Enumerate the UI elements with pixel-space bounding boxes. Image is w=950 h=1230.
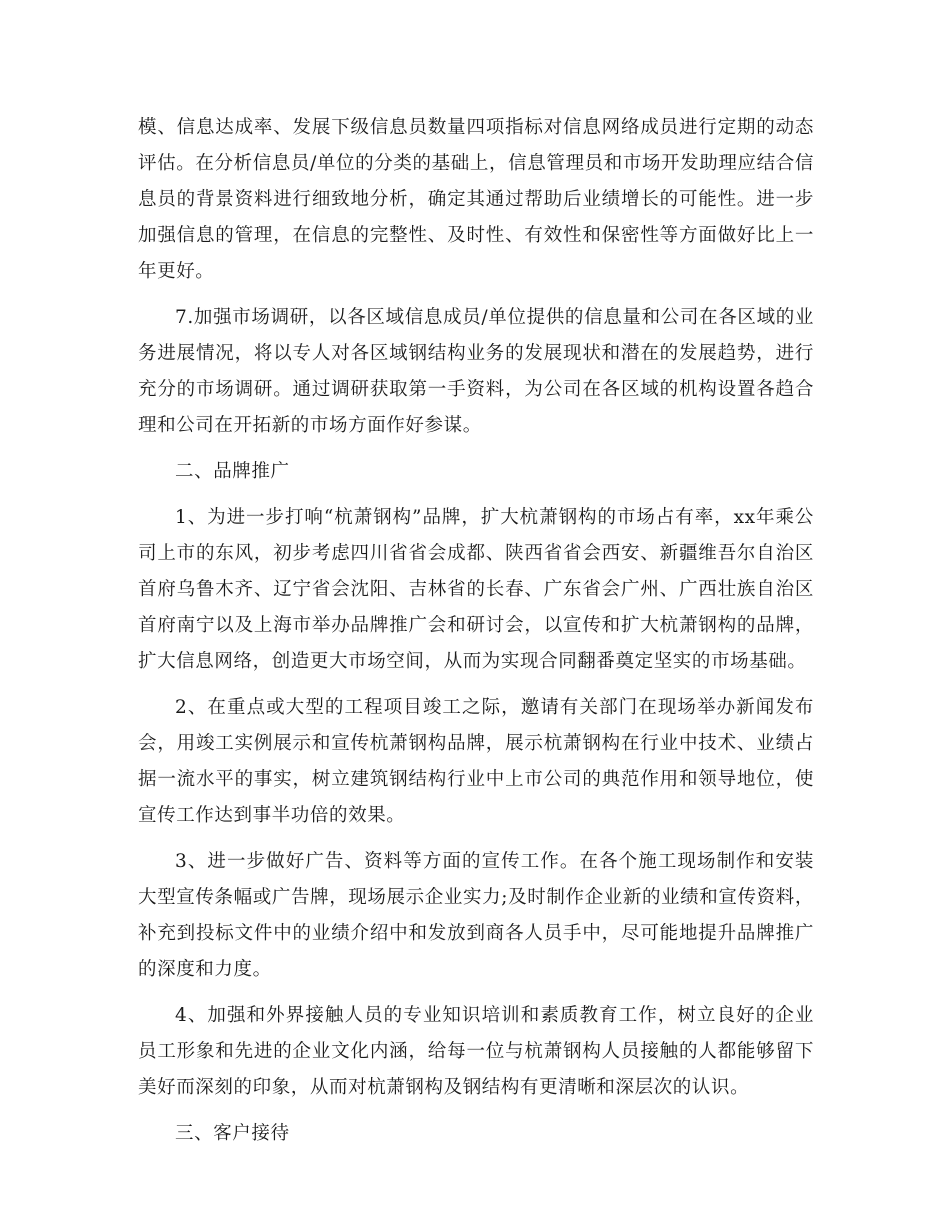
paragraph-market-research: 7.加强市场调研，以各区域信息成员/单位提供的信息量和公司在各区域的业务进展情况，将以专人对各区域钢结构业务的发展现状和潜在的发展趋势，进行充分的市场调研。通过调研获取第一手资料，为公司在各区域的机构设置各趋合理和公司在开拓新的市场方面作好参谋。 — [138, 307, 814, 436]
document-body — [138, 110, 814, 1162]
section-heading-customer-reception: 三、客户接待 — [175, 1123, 290, 1144]
paragraph-brand-item-3: 3、进一步做好广告、资料等方面的宣传工作。在各个施工现场制作和安装大型宣传条幅或广告牌，现场展示企业实力;及时制作企业新的业绩和宣传资料，补充到投标文件中的业绩介绍中和发放到商各人员手中，尽可能地提升品牌推广的深度和力度。 — [138, 851, 814, 980]
paragraph-brand-item-1: 1、为进一步打响“杭萧钢构”品牌，扩大杭萧钢构的市场占有率，xx年乘公司上市的东风，初步考虑四川省省会成都、陕西省省会西安、新疆维吾尔自治区首府乌鲁木齐、辽宁省会沈阳、吉林省的长春、广东省会广州、广西壮族自治区首府南宁以及上海市举办品牌推广会和研讨会，以宣传和扩大杭萧钢构的品牌，扩大信息网络，创造更大市场空间，从而为实现合同翻番奠定坚实的市场基础。 — [138, 507, 814, 672]
paragraph-brand-item-4: 4、加强和外界接触人员的专业知识培训和素质教育工作，树立良好的企业员工形象和先进的企业文化内涵，给每一位与杭萧钢构人员接触的人都能够留下美好而深刻的印象，从而对杭萧钢构及钢结构有更清晰和深层次的认识。 — [138, 1005, 814, 1098]
section-heading-brand-promotion: 二、品牌推广 — [175, 461, 290, 482]
paragraph-brand-item-2: 2、在重点或大型的工程项目竣工之际，邀请有关部门在现场举办新闻发布会，用竣工实例展示和宣传杭萧钢构品牌，展示杭萧钢构在行业中技术、业绩占据一流水平的事实，树立建筑钢结构行业中上市公司的典范作用和领导地位，使宣传工作达到事半功倍的效果。 — [138, 697, 814, 826]
paragraph-info-evaluation: 模、信息达成率、发展下级信息员数量四项指标对信息网络成员进行定期的动态评估。在分析信息员/单位的分类的基础上，信息管理员和市场开发助理应结合信息员的背景资料进行细致地分析，确定其通过帮助后业绩增长的可能性。进一步加强信息的管理，在信息的完整性、及时性、有效性和保密性等方面做好比上一年更好。 — [138, 117, 814, 282]
